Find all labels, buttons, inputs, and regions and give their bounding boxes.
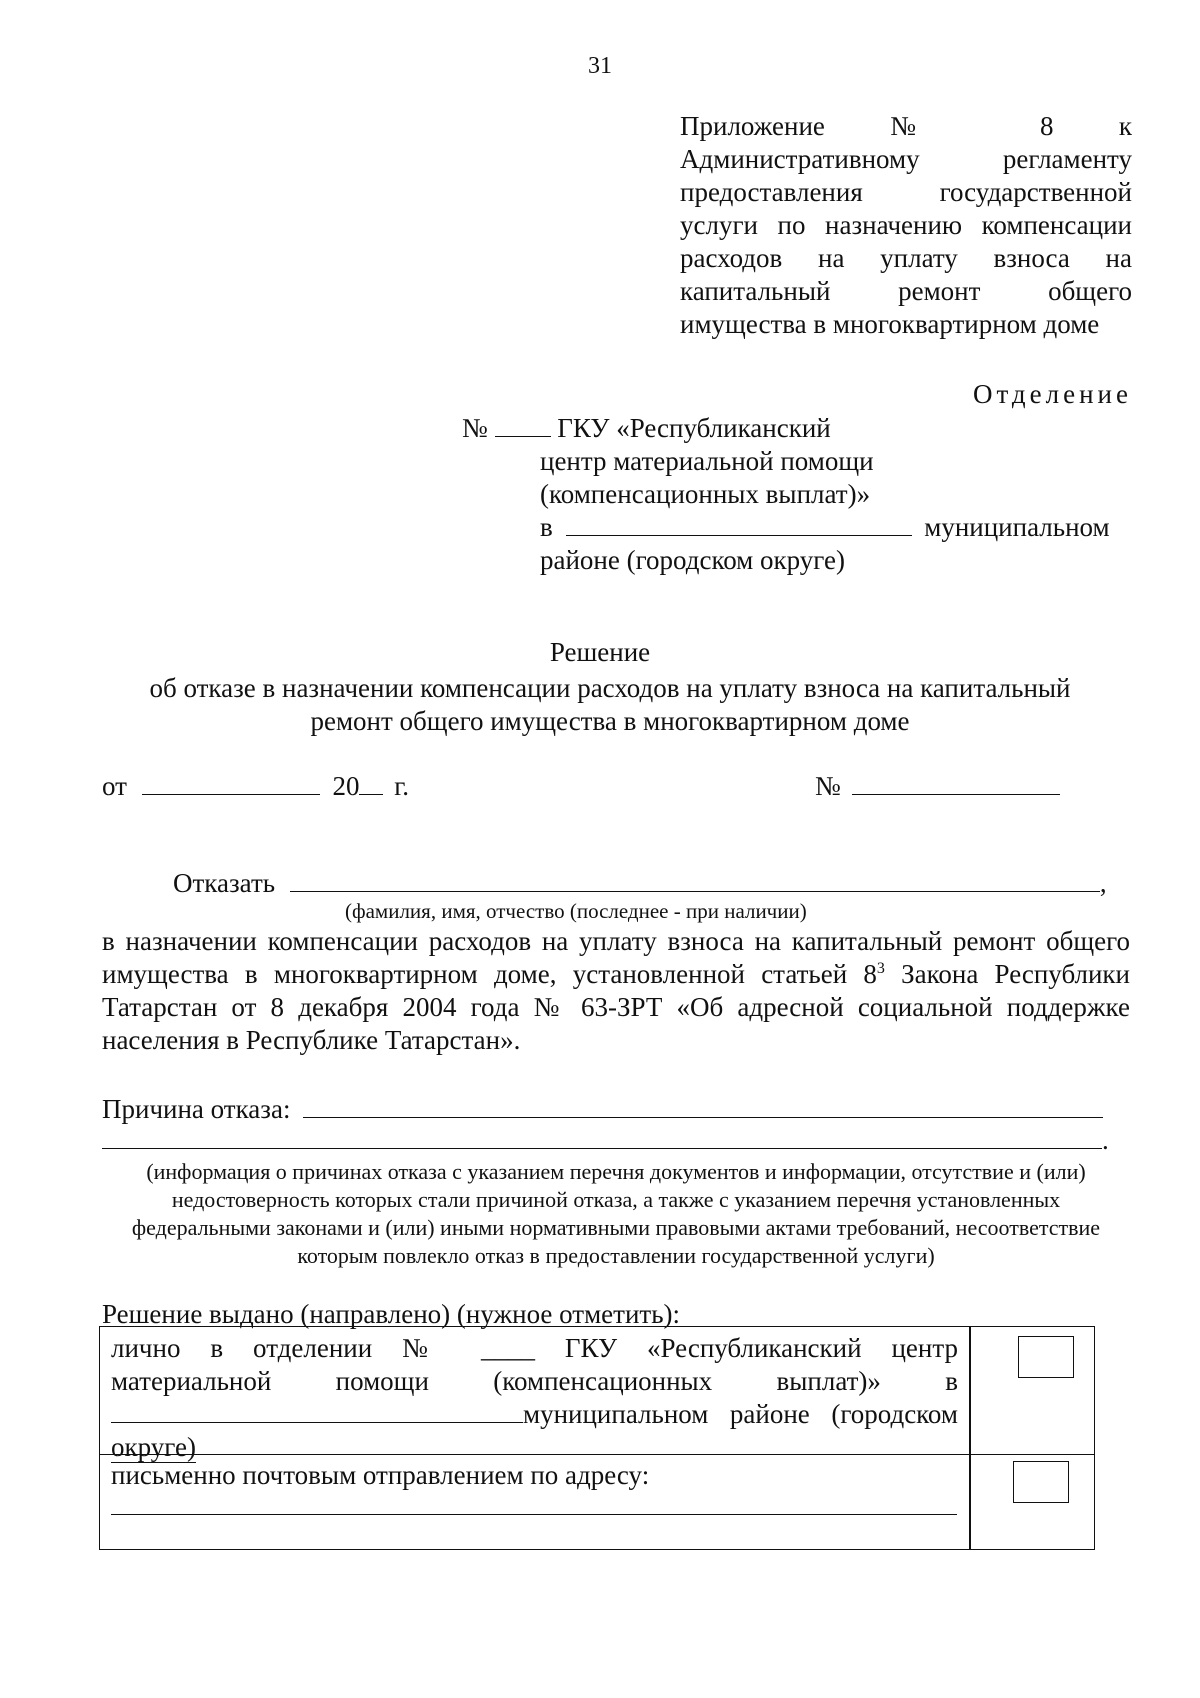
reason-end-dot: . [1102,1125,1109,1155]
department-number-field[interactable] [495,412,551,437]
date-field[interactable] [142,770,320,795]
reason-field[interactable] [303,1093,1103,1118]
addressee-line-3: (компенсационных выплат)» [540,479,871,509]
department-word: Отделение [972,379,1132,409]
year-field[interactable] [359,770,383,795]
paragraph-text: Закона Республики [884,959,1131,989]
option-text [111,1459,958,1515]
option-line: письменно почтовым отправлением по адресу: [111,1460,650,1490]
appendix-line: Административному регламенту [680,144,1132,174]
appendix-header [680,110,1132,341]
number-sign: № [462,413,488,443]
appendix-line: капитальный ремонт общего [680,276,1132,306]
year-suffix: г. [394,771,409,801]
addressee-line-2: центр материальной помощи [540,446,874,476]
decision-number-line [815,770,1060,803]
mail-checkbox[interactable] [1013,1461,1069,1503]
table-column-divider [969,1327,971,1549]
option-municipality-field[interactable] [111,1398,523,1423]
delivery-option-mail [100,1454,1094,1549]
addressee-line-1 [462,412,831,445]
appendix-line: расходов на уплату взноса на [680,243,1132,273]
decision-number-field[interactable] [852,770,1060,795]
reason-line [102,1093,1103,1126]
appendix-line: имущества в многоквартирном доме [680,309,1100,339]
from-label: от [102,771,127,801]
municipality-field[interactable] [566,511,912,536]
option-line: округе) [111,1432,196,1462]
addressee-org: ГКУ «Республиканский [557,413,831,443]
decision-subtitle: об отказе в назначении компенсации расходов на уплату взноса на капитальный ремонт общего имущества в многоквартирном доме [149,673,1071,736]
paragraph-line: Татарстан от 8 декабря 2004 года № 63-ЗРТ «Об адресной социальной поддержке [102,992,1130,1022]
paragraph-text: имущества в многоквартирном доме, установленной статьей 8 [102,959,877,989]
option-text [111,1332,958,1464]
applicant-name-field[interactable] [290,867,1100,892]
year-prefix: 20 [332,771,360,801]
reason-line-2 [102,1124,1109,1157]
refuse-comma: , [1099,868,1107,898]
reason-field-continued[interactable] [102,1124,1102,1149]
reason-caption: (информация о причинах отказа с указанием перечня документов и информации, отсутствие и (или) недостоверность которых стали причиной отказа, а также с указанием перечня установленных федеральными законами и (или) иными нормативными правовыми актами требований, несоответствие которым повлекло отказ в предоставлении государственной услуги) [131,1159,1101,1268]
in-word: в [540,512,553,542]
option-line: лично в отделении № ____ ГКУ «Республиканский центр [111,1333,958,1363]
appendix-line: Приложение № 8 к [680,111,1132,141]
refuse-label: Отказать [173,868,276,898]
in-person-checkbox[interactable] [1018,1336,1074,1378]
issued-label: Решение выдано (направлено) (нужное отметить): [102,1299,681,1329]
paragraph-line: в назначении компенсации расходов на уплату взноса на капитальный ремонт общего [102,926,1130,956]
delivery-method-table [99,1326,1095,1550]
addressee-line-4 [540,511,1110,544]
paragraph-line [102,958,1130,991]
delivery-option-in-person [100,1327,1094,1462]
superscript: 3 [876,960,885,977]
refuse-line [173,867,1107,900]
option-suffix: муниципальном районе (городском [523,1399,958,1429]
municipal-word: муниципальном [924,512,1110,542]
addressee-line-5: районе (городском округе) [540,545,845,575]
decision-title: Решение [549,637,651,667]
reason-label: Причина отказа: [102,1094,291,1124]
appendix-line: услуги по назначению компенсации [680,210,1132,240]
paragraph-line: населения в Республике Татарстан». [102,1025,521,1055]
date-line [102,770,409,803]
option-line [111,1398,958,1431]
name-caption: (фамилия, имя, отчество (последнее - при наличии) [345,899,807,923]
option-line: материальной помощи (компенсационных выплат)» в [111,1366,958,1396]
page-number: 31 [588,53,612,79]
refuse-paragraph [102,925,1130,1057]
appendix-line: предоставления государственной [680,177,1132,207]
mail-address-field[interactable] [111,1494,957,1515]
number-label: № [815,771,841,801]
